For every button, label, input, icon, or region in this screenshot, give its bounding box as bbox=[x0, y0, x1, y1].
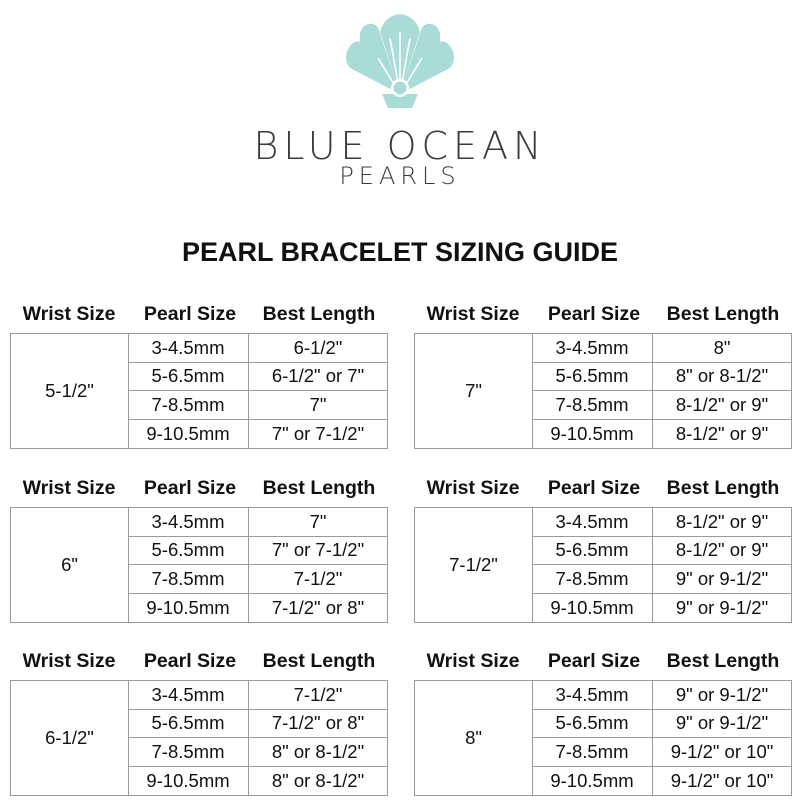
page-title: PEARL BRACELET SIZING GUIDE bbox=[181, 237, 619, 267]
pearl-size-cell: 7-8.5mm bbox=[532, 738, 653, 766]
best-length-cell: 7-1/2" bbox=[293, 683, 343, 705]
header-pearl-size: Pearl Size bbox=[547, 650, 641, 672]
table-row bbox=[128, 594, 387, 623]
pearl-size-cell: 5-6.5mm bbox=[128, 363, 249, 391]
table-row bbox=[128, 681, 387, 710]
best-length-cell: 8-1/2" or 9" bbox=[675, 422, 769, 444]
best-length-cell: 6-1/2" or 7" bbox=[271, 365, 365, 387]
sizing-table bbox=[10, 650, 388, 796]
pearl-size-cell: 5-6.5mm bbox=[128, 537, 249, 565]
pearl-size-cell: 9-10.5mm bbox=[532, 767, 653, 796]
pearl-size-cell: 3-4.5mm bbox=[532, 681, 653, 709]
table-row bbox=[128, 420, 387, 449]
header-pearl-size: Pearl Size bbox=[547, 303, 641, 325]
wrist-size-cell: 5-1/2" bbox=[11, 334, 129, 448]
pearl-size-cell: 7-8.5mm bbox=[128, 391, 249, 419]
wrist-size-cell: 6-1/2" bbox=[11, 681, 129, 795]
pearl-size-cell: 3-4.5mm bbox=[128, 334, 249, 362]
header-pearl-size: Pearl Size bbox=[143, 650, 237, 672]
best-length-cell: 8" bbox=[713, 336, 731, 358]
table-grid bbox=[414, 680, 792, 796]
header-pearl-size: Pearl Size bbox=[143, 303, 237, 325]
table-row bbox=[128, 391, 387, 420]
pearl-size-cell: 9-10.5mm bbox=[532, 420, 653, 449]
header-best-length: Best Length bbox=[666, 650, 780, 672]
best-length-cell: 9-1/2" or 10" bbox=[670, 769, 774, 791]
pearl-size-cell: 7-8.5mm bbox=[532, 565, 653, 593]
pearl-size-cell: 9-10.5mm bbox=[532, 594, 653, 623]
header-best-length: Best Length bbox=[262, 303, 376, 325]
best-length-cell: 8-1/2" or 9" bbox=[675, 539, 769, 561]
table-row bbox=[532, 710, 791, 739]
best-length-cell: 7" or 7-1/2" bbox=[271, 539, 365, 561]
pearl-size-cell: 5-6.5mm bbox=[128, 710, 249, 738]
sizing-table bbox=[414, 477, 792, 623]
header-wrist-size: Wrist Size bbox=[426, 650, 520, 672]
sizing-table bbox=[10, 303, 388, 449]
table-row bbox=[532, 594, 791, 623]
best-length-cell: 7-1/2" bbox=[293, 567, 343, 589]
pearl-size-cell: 3-4.5mm bbox=[128, 508, 249, 536]
header-wrist-size: Wrist Size bbox=[22, 477, 116, 499]
table-row bbox=[532, 767, 791, 796]
pearl-size-cell: 5-6.5mm bbox=[532, 537, 653, 565]
best-length-cell: 7" bbox=[309, 510, 327, 532]
table-row bbox=[532, 738, 791, 767]
table-row bbox=[128, 565, 387, 594]
table-row bbox=[532, 565, 791, 594]
table-grid bbox=[414, 507, 792, 623]
table-grid bbox=[10, 507, 388, 623]
wrist-size-cell: 7-1/2" bbox=[415, 508, 533, 622]
header-best-length: Best Length bbox=[666, 477, 780, 499]
best-length-cell: 7-1/2" or 8" bbox=[271, 712, 365, 734]
wrist-size-cell: 8" bbox=[415, 681, 533, 795]
table-row bbox=[128, 767, 387, 796]
best-length-cell: 8" or 8-1/2" bbox=[675, 365, 769, 387]
table-row bbox=[532, 363, 791, 392]
best-length-cell: 7" bbox=[309, 393, 327, 415]
table-row bbox=[128, 508, 387, 537]
table-grid bbox=[10, 680, 388, 796]
header-best-length: Best Length bbox=[666, 303, 780, 325]
best-length-cell: 6-1/2" bbox=[293, 336, 343, 358]
header-pearl-size: Pearl Size bbox=[143, 477, 237, 499]
sizing-table bbox=[414, 303, 792, 449]
header-wrist-size: Wrist Size bbox=[426, 303, 520, 325]
table-row bbox=[532, 508, 791, 537]
sizing-table bbox=[10, 477, 388, 623]
table-row bbox=[532, 391, 791, 420]
header-wrist-size: Wrist Size bbox=[426, 477, 520, 499]
sizing-table bbox=[414, 650, 792, 796]
best-length-cell: 8-1/2" or 9" bbox=[675, 510, 769, 532]
table-row bbox=[128, 334, 387, 363]
table-row bbox=[532, 420, 791, 449]
pearl-size-cell: 5-6.5mm bbox=[532, 363, 653, 391]
pearl-size-cell: 5-6.5mm bbox=[532, 710, 653, 738]
header-best-length: Best Length bbox=[262, 650, 376, 672]
table-grid bbox=[414, 333, 792, 449]
pearl-size-cell: 7-8.5mm bbox=[128, 738, 249, 766]
pearl-size-cell: 9-10.5mm bbox=[128, 767, 249, 796]
best-length-cell: 9" or 9-1/2" bbox=[675, 683, 769, 705]
wrist-size-cell: 6" bbox=[11, 508, 129, 622]
pearl-size-cell: 9-10.5mm bbox=[128, 594, 249, 623]
header-pearl-size: Pearl Size bbox=[547, 477, 641, 499]
table-row bbox=[532, 681, 791, 710]
table-row bbox=[532, 334, 791, 363]
best-length-cell: 8" or 8-1/2" bbox=[271, 740, 365, 762]
best-length-cell: 7-1/2" or 8" bbox=[271, 596, 365, 618]
pearl-size-cell: 3-4.5mm bbox=[128, 681, 249, 709]
table-row bbox=[128, 537, 387, 566]
brand-subtitle: PEARLS bbox=[339, 162, 461, 190]
table-row bbox=[128, 363, 387, 392]
best-length-cell: 9-1/2" or 10" bbox=[670, 740, 774, 762]
header-wrist-size: Wrist Size bbox=[22, 650, 116, 672]
best-length-cell: 9" or 9-1/2" bbox=[675, 596, 769, 618]
best-length-cell: 7" or 7-1/2" bbox=[271, 422, 365, 444]
table-row bbox=[532, 537, 791, 566]
header-best-length: Best Length bbox=[262, 477, 376, 499]
seashell-with-pearl-icon bbox=[320, 8, 480, 118]
wrist-size-cell: 7" bbox=[415, 334, 533, 448]
best-length-cell: 9" or 9-1/2" bbox=[675, 567, 769, 589]
best-length-cell: 9" or 9-1/2" bbox=[675, 712, 769, 734]
pearl-size-cell: 7-8.5mm bbox=[128, 565, 249, 593]
table-grid bbox=[10, 333, 388, 449]
pearl-size-cell: 7-8.5mm bbox=[532, 391, 653, 419]
table-row bbox=[128, 738, 387, 767]
best-length-cell: 8-1/2" or 9" bbox=[675, 393, 769, 415]
pearl-size-cell: 3-4.5mm bbox=[532, 334, 653, 362]
header-wrist-size: Wrist Size bbox=[22, 303, 116, 325]
pearl-size-cell: 9-10.5mm bbox=[128, 420, 249, 449]
pearl-size-cell: 3-4.5mm bbox=[532, 508, 653, 536]
brand-name: BLUE OCEAN bbox=[253, 124, 547, 168]
table-row bbox=[128, 710, 387, 739]
best-length-cell: 8" or 8-1/2" bbox=[271, 769, 365, 791]
